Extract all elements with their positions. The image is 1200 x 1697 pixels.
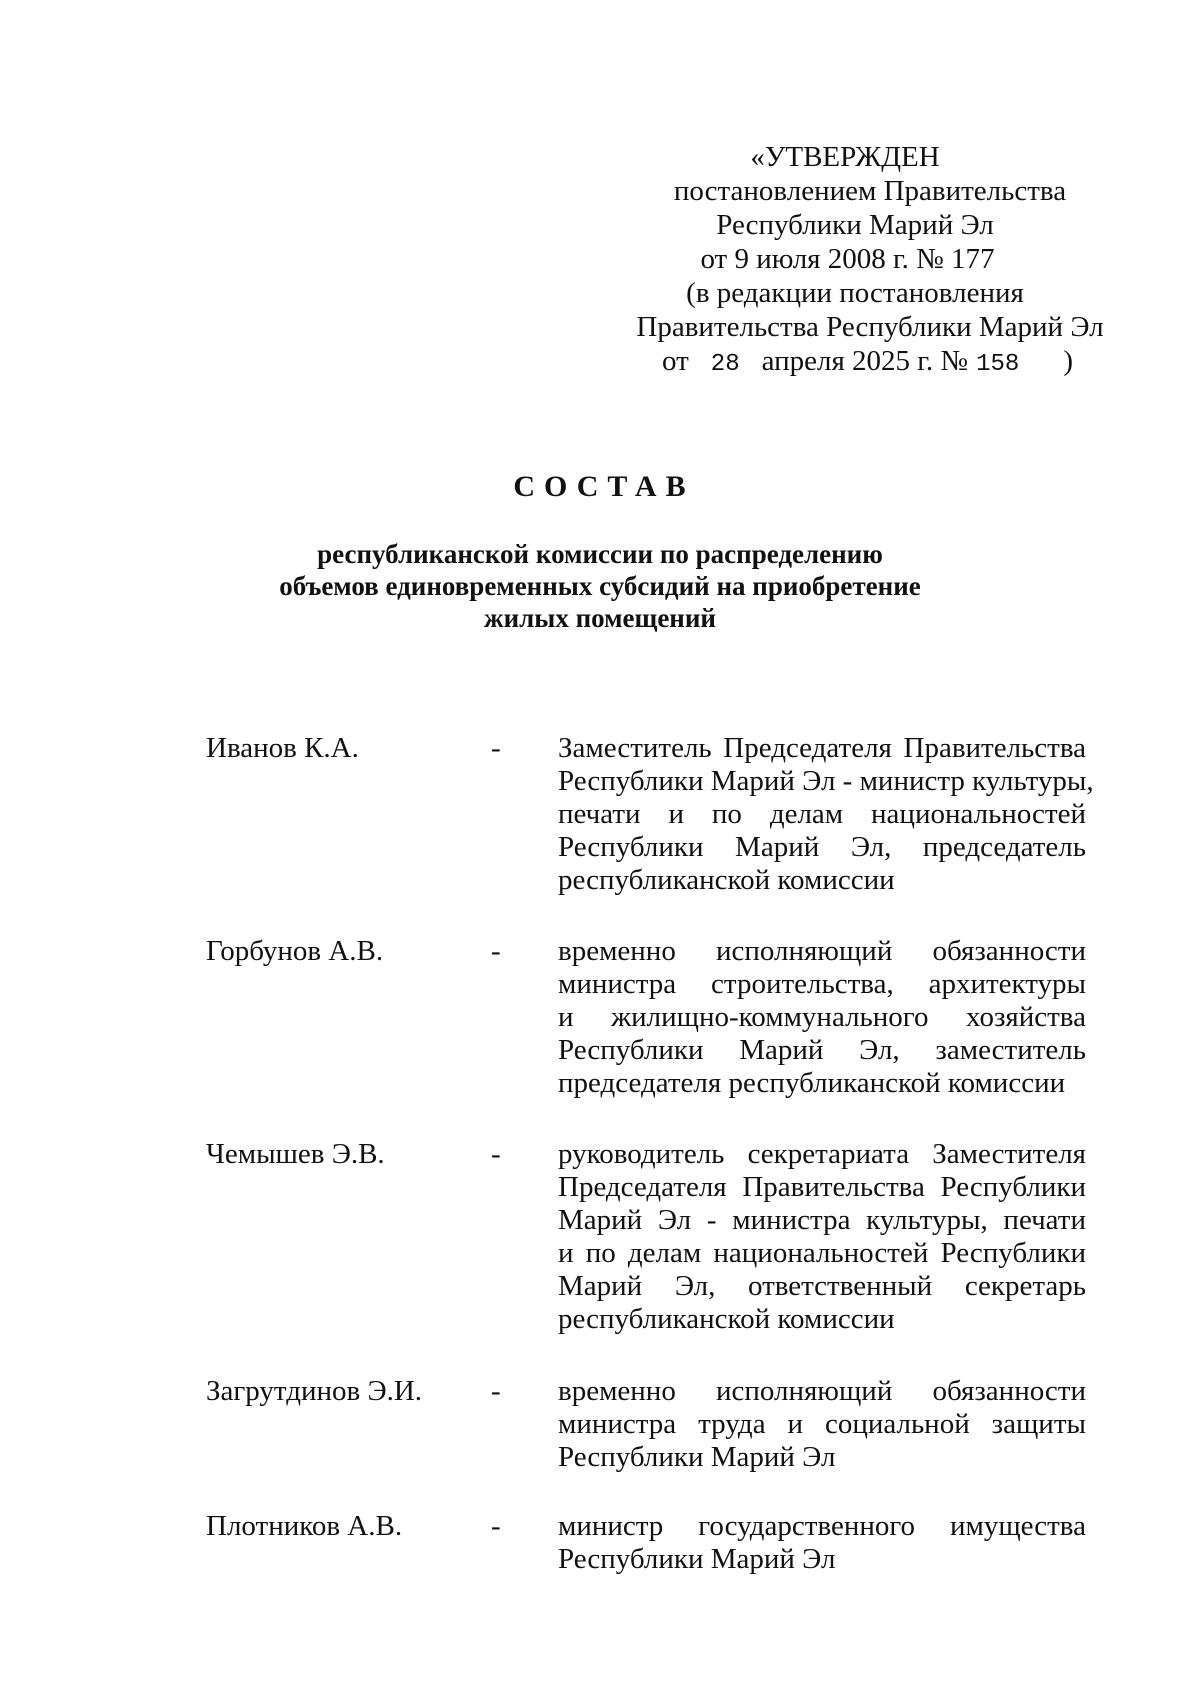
member-dash: - [491,935,501,967]
document-subtitle [0,538,1200,634]
approval-line-3: Республики Марий Эл [716,209,994,241]
role-line: Заместитель Председателя Правительства [558,732,1086,764]
role-line: Марий Эл - министра культуры, печати [558,1204,1086,1236]
subtitle-line-1: республиканской комиссии по распределению [317,539,883,569]
role-line: руководитель секретариата Заместителя [558,1138,1086,1170]
approval-date-prefix: от [662,345,689,377]
member-name: Горбунов А.В. [206,935,384,967]
role-line: председателя республиканской комиссии [558,1067,1066,1099]
approval-line-1: «УТВЕРЖДЕН [750,141,940,173]
role-line: Республики Марий Эл - министр культуры, [558,765,1094,797]
member-role [558,1375,1086,1474]
member-role [558,1510,1086,1576]
approval-line-5: (в редакции постановления [686,277,1024,309]
member-name: Загрутдинов Э.И. [206,1375,423,1407]
member-dash: - [491,732,501,764]
member-name: Плотников А.В. [206,1510,403,1542]
role-line: министра строительства, архитектуры [558,968,1086,1000]
subtitle-line-2: объемов единовременных субсидий на приобретение [279,571,921,601]
role-line: республиканской комиссии [558,1303,895,1335]
subtitle-line-3: жилых помещений [484,603,716,633]
approval-date-line [600,344,1140,382]
role-line: печати и по делам национальностей [558,798,1086,830]
approval-line-4: от 9 июля 2008 г. № 177 [700,243,995,275]
member-role [558,1138,1086,1336]
role-line: временно исполняющий обязанности [558,1375,1086,1407]
approval-line-2: постановлением Правительства [673,175,1067,207]
role-line: Председателя Правительства Республики [558,1171,1086,1203]
member-role [558,732,1094,897]
role-line: и жилищно-коммунального хозяйства [558,1001,1086,1033]
role-line: республиканской комиссии [558,864,895,896]
role-line: министр государственного имущества [558,1510,1086,1542]
member-dash: - [491,1138,501,1170]
role-line: и по делам национальностей Республики [558,1237,1086,1269]
role-line: Республики Марий Эл [558,1441,836,1473]
role-line: временно исполняющий обязанности [558,935,1086,967]
member-dash: - [491,1375,501,1407]
member-name: Чемышев Э.В. [206,1138,385,1170]
approval-date-number: 158 [976,351,1020,378]
member-name: Иванов К.А. [206,732,359,764]
approval-stamp-block [600,140,1140,382]
member-dash: - [491,1510,501,1542]
role-line: Республики Марий Эл, председатель [558,831,1086,863]
role-line: Республики Марий Эл, заместитель [558,1034,1086,1066]
role-line: Марий Эл, ответственный секретарь [558,1270,1086,1302]
approval-date-close: ) [1063,345,1073,377]
document-title: СОСТАВ [513,470,695,503]
approval-date-rest: апреля 2025 г. № [761,345,969,377]
role-line: Республики Марий Эл [558,1543,836,1575]
approval-line-6: Правительства Республики Марий Эл [636,311,1104,343]
member-role [558,935,1086,1100]
approval-date-day: 28 [710,351,740,378]
role-line: министра труда и социальной защиты [558,1408,1086,1440]
